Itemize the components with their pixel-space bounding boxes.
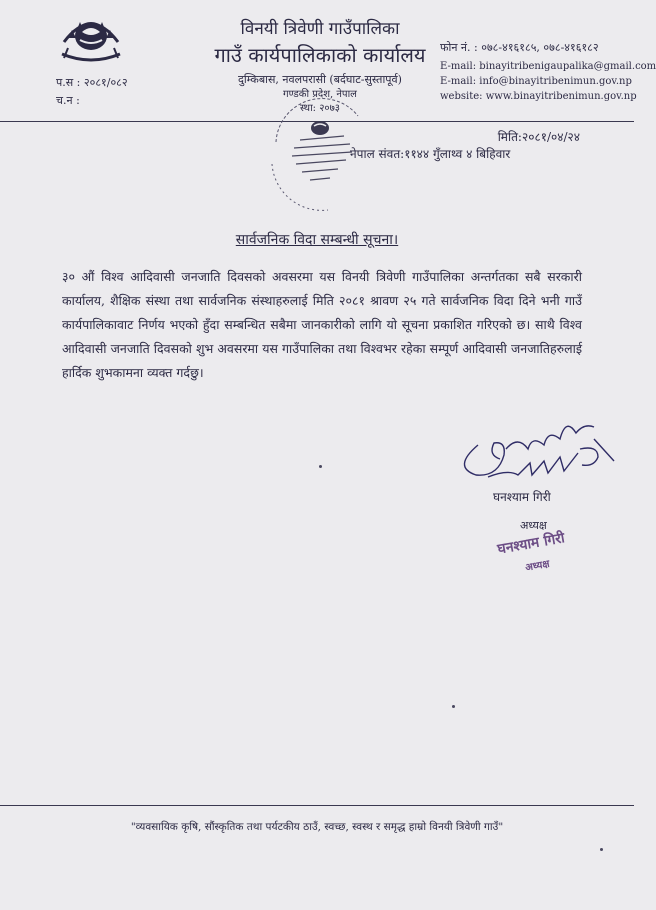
signatory-title: अध्यक्ष [520,519,547,532]
email-secondary: E-mail: info@binayitribenimun.gov.np [440,76,632,87]
seal-title: अध्यक्ष [524,558,551,574]
org-name: विनयी त्रिवेणी गाउँपालिका [240,19,400,39]
issue-date: मिति:२०८१/०४/२४ [497,130,580,144]
office-name: गाउँ कार्यपालिकाको कार्यालय [214,43,426,67]
speck [319,465,322,468]
emblem-logo [58,8,124,64]
dispatch-number: च.न : [56,94,80,107]
nepal-era-date: नेपाल संवत:११४४ गुँलाथ्व ४ बिहिवार [350,147,511,161]
notice-title: सार्वजनिक विदा सम्बन्धी सूचना। [235,232,399,248]
email-primary: E-mail: binayitribenigaupalika@gmail.com [440,61,656,72]
office-address: दुम्किबास, नवलपरासी (बर्दघाट-सुस्तापूर्व) [238,73,402,86]
reference-number: प.स : २०८१/०८२ [56,76,128,89]
footer-divider [0,805,634,806]
province: गण्डकी प्रदेश, नेपाल [283,89,357,100]
handwritten-signature [448,405,628,485]
reference-block [56,74,128,110]
website: website: www.binayitribenimun.gov.np [440,91,637,102]
notice-body: ३० औं विश्व आदिवासी जनजाति दिवसको अवसरमा यस विनयी त्रिवेणी गाउँपालिका अन्तर्गतका सबै सरकारी कार्यालय, शैक्षिक संस्था तथा सार्वजनिक संस्थाहरुलाई मिति २०८१ श्रावण २५ गते सार्वजनिक विदा दिने भनी गाउँ कार्यपालिकावाट निर्णय भएको हुँदा सम्बन्धित सबैमा जानकारीको लागि यो सूचना प्रकाशित गरिएको छ। साथै विश्व आदिवासी जनजाति दिवसको शुभ अवसरमा यस गाउँपालिका तथा विश्वभर रहेका सम्पूर्ण आदिवासी जनजातिहरुलाई हार्दिक शुभकामना व्यक्त गर्दछु। [62,269,582,380]
speck [600,848,603,851]
phone-numbers: फोन नं. : ०७८-४१६१८५, ०७८-४१६१८२ [440,41,599,54]
signatory-name: घनश्याम गिरी [493,490,551,504]
speck [452,705,455,708]
footer-slogan: "व्यवसायिक कृषि, सौंस्कृतिक तथा पर्यटकीय ठाउँ, स्वच्छ, स्वस्थ र समृद्ध हाम्रो विनयी त्रिवेणी गाउँ" [130,821,504,833]
contact-block [440,40,656,104]
seal-name: घनश्याम गिरी [496,530,566,558]
established-year: स्था: २०७३ [299,103,341,114]
